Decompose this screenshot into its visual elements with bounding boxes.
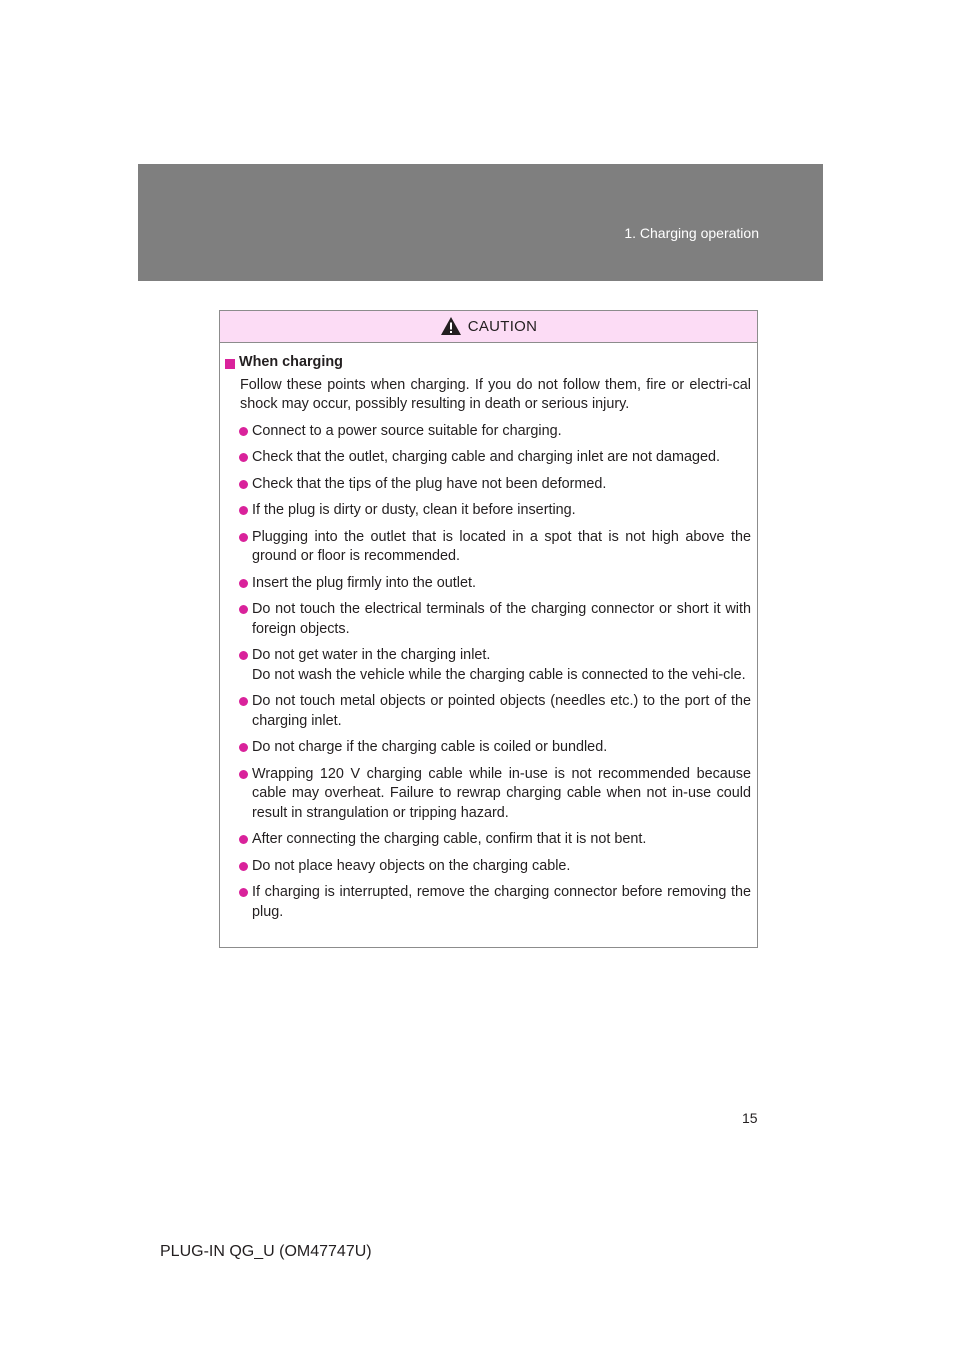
list-item: Do not touch the electrical terminals of the charging connector or short it with foreign objects. xyxy=(225,600,751,639)
warning-triangle-icon xyxy=(440,316,462,336)
list-item: Plugging into the outlet that is located in a spot that is not high above the ground or floor is recommended. xyxy=(225,528,751,567)
list-item: Do not get water in the charging inlet. Do not wash the vehicle while the charging cable is connected to the vehi-cle. xyxy=(225,646,751,685)
list-item: If the plug is dirty or dusty, clean it before inserting. xyxy=(225,501,751,521)
bullet-dot-icon xyxy=(239,533,248,542)
list-item: If charging is interrupted, remove the charging connector before removing the plug. xyxy=(225,883,751,922)
list-item: After connecting the charging cable, confirm that it is not bent. xyxy=(225,830,751,850)
square-bullet-icon xyxy=(225,359,235,369)
list-item: Connect to a power source suitable for charging. xyxy=(225,422,751,442)
list-item: Do not charge if the charging cable is coiled or bundled. xyxy=(225,738,751,758)
caution-box xyxy=(219,310,758,948)
list-item: Wrapping 120 V charging cable while in-use is not recommended because cable may overheat. Failure to rewrap charging cable when not in-use could result in strangulation or tripping hazard. xyxy=(225,765,751,824)
caution-list xyxy=(225,422,751,923)
subheading-text: When charging xyxy=(239,354,343,370)
bullet-dot-icon xyxy=(239,506,248,515)
list-item: Do not place heavy objects on the charging cable. xyxy=(225,857,751,877)
list-item: Do not touch metal objects or pointed objects (needles etc.) to the port of the charging inlet. xyxy=(225,692,751,731)
subheading xyxy=(225,353,751,373)
footer-code: PLUG-IN QG_U (OM47747U) xyxy=(160,1243,372,1260)
list-item: Check that the tips of the plug have not been deformed. xyxy=(225,475,751,495)
bullet-dot-icon xyxy=(239,697,248,706)
bullet-dot-icon xyxy=(239,605,248,614)
bullet-dot-icon xyxy=(239,480,248,489)
caution-label: CAUTION xyxy=(467,318,538,335)
bullet-dot-icon xyxy=(239,579,248,588)
intro-text: Follow these points when charging. If you do not follow them, fire or electri-cal shock may occur, possibly resulting in death or serious injury. xyxy=(240,376,751,412)
header-band xyxy=(138,164,823,281)
list-item: Insert the plug firmly into the outlet. xyxy=(225,574,751,594)
bullet-dot-icon xyxy=(239,770,248,779)
bullet-dot-icon xyxy=(239,453,248,462)
caution-header xyxy=(220,311,757,343)
bullet-dot-icon xyxy=(239,651,248,660)
page-number: 15 xyxy=(742,1110,758,1126)
caution-content xyxy=(220,343,757,922)
bullet-dot-icon xyxy=(239,835,248,844)
section-title: 1. Charging operation xyxy=(624,225,759,241)
bullet-dot-icon xyxy=(239,862,248,871)
bullet-dot-icon xyxy=(239,743,248,752)
bullet-dot-icon xyxy=(239,427,248,436)
list-item: Check that the outlet, charging cable and charging inlet are not damaged. xyxy=(225,448,751,468)
bullet-dot-icon xyxy=(239,888,248,897)
